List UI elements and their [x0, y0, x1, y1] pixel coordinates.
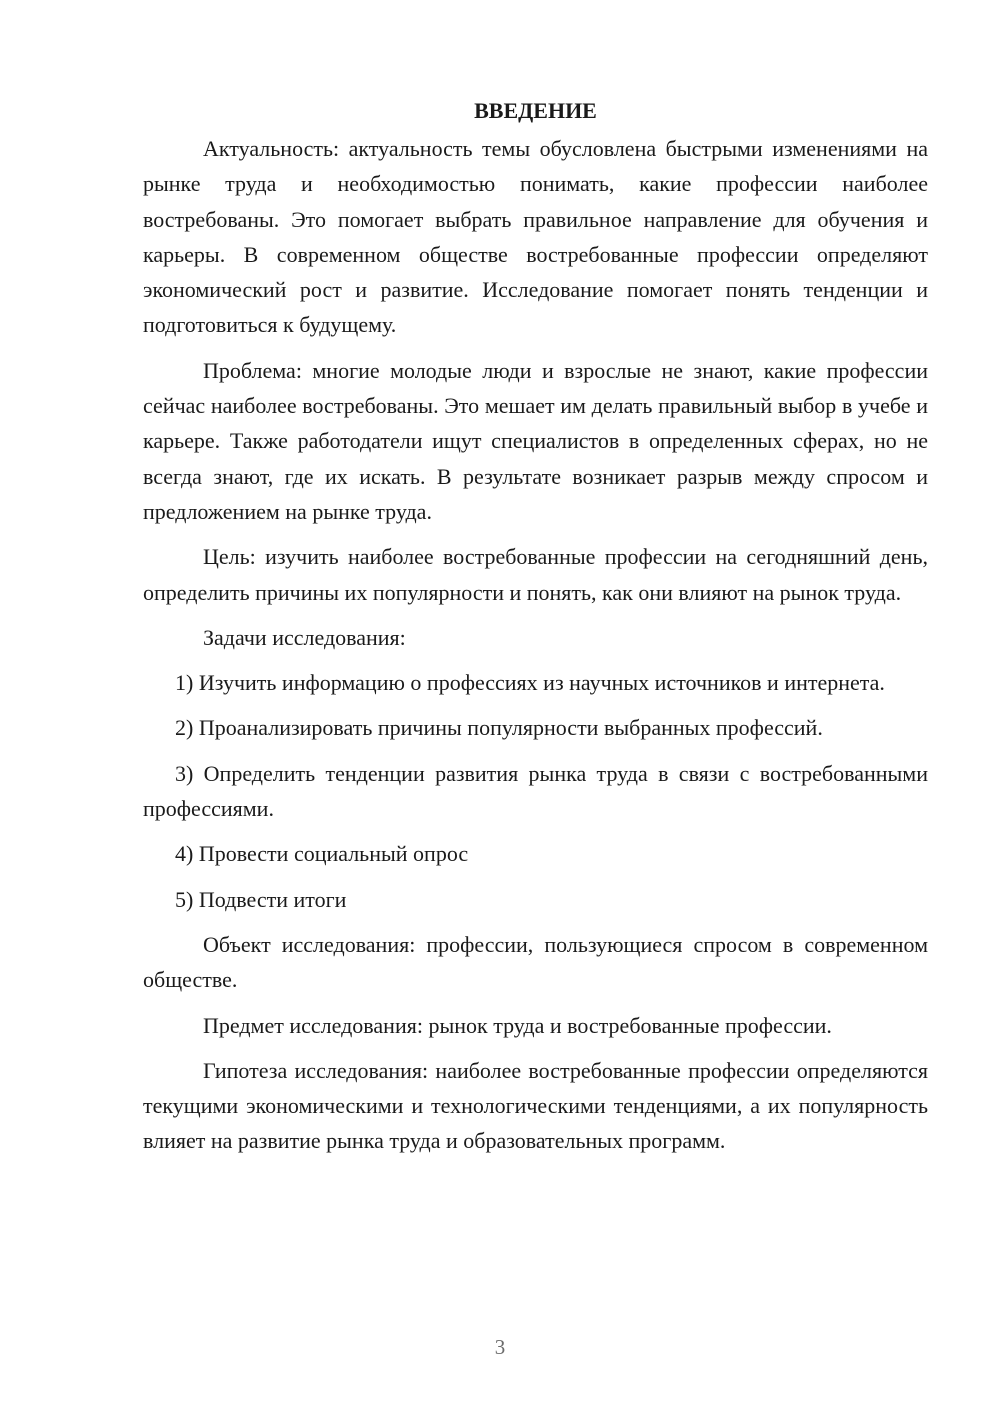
document-page [143, 96, 928, 1169]
relevance-paragraph: Актуальность: актуальность темы обусловлена быстрыми изменениями на рынке труда и необходимостью понимать, какие профессии наиболее востребованы. Это помогает выбрать правильное направление для обучения и карьеры. В современном обществе востребованные профессии определяют экономический рост и развитие. Исследование помогает понять тенденции и подготовиться к будущему. [143, 136, 928, 338]
subject-paragraph: Предмет исследования: рынок труда и востребованные профессии. [203, 1012, 832, 1038]
task-item-1: 1) Изучить информацию о профессиях из научных источников и интернета. [175, 670, 885, 696]
tasks-heading: Задачи исследования: [203, 624, 406, 650]
task-item-4: 4) Провести социальный опрос [175, 841, 469, 867]
task-item-2: 2) Проанализировать причины популярности выбранных профессий. [175, 715, 823, 741]
problem-paragraph: Проблема: многие молодые люди и взрослые не знают, какие профессии сейчас наиболее востребованы. Это мешает им делать правильный выбор в учебе и карьере. Также работодатели ищут специалистов в определенных сферах, но не всегда знают, где их искать. В результате возникает разрыв между спросом и предложением на рынке труда. [143, 357, 928, 524]
goal-paragraph: Цель: изучить наиболее востребованные профессии на сегодняшний день, определить причины их популярности и понять, как они влияют на рынок труда. [143, 544, 928, 605]
page-number: 3 [494, 1335, 506, 1359]
object-paragraph: Объект исследования: профессии, пользующиеся спросом в современном обществе. [143, 931, 928, 993]
hypothesis-paragraph: Гипотеза исследования: наиболее востребованные профессии определяются текущими экономическими и технологическими тенденциями, а их популярность влияет на развитие рынка труда и образовательных программ. [143, 1057, 928, 1154]
task-item-5: 5) Подвести итоги [175, 886, 347, 912]
task-item-3: 3) Определить тенденции развития рынка труда в связи с востребованными профессиями. [143, 760, 928, 822]
section-title: ВВЕДЕНИЕ [474, 98, 597, 123]
